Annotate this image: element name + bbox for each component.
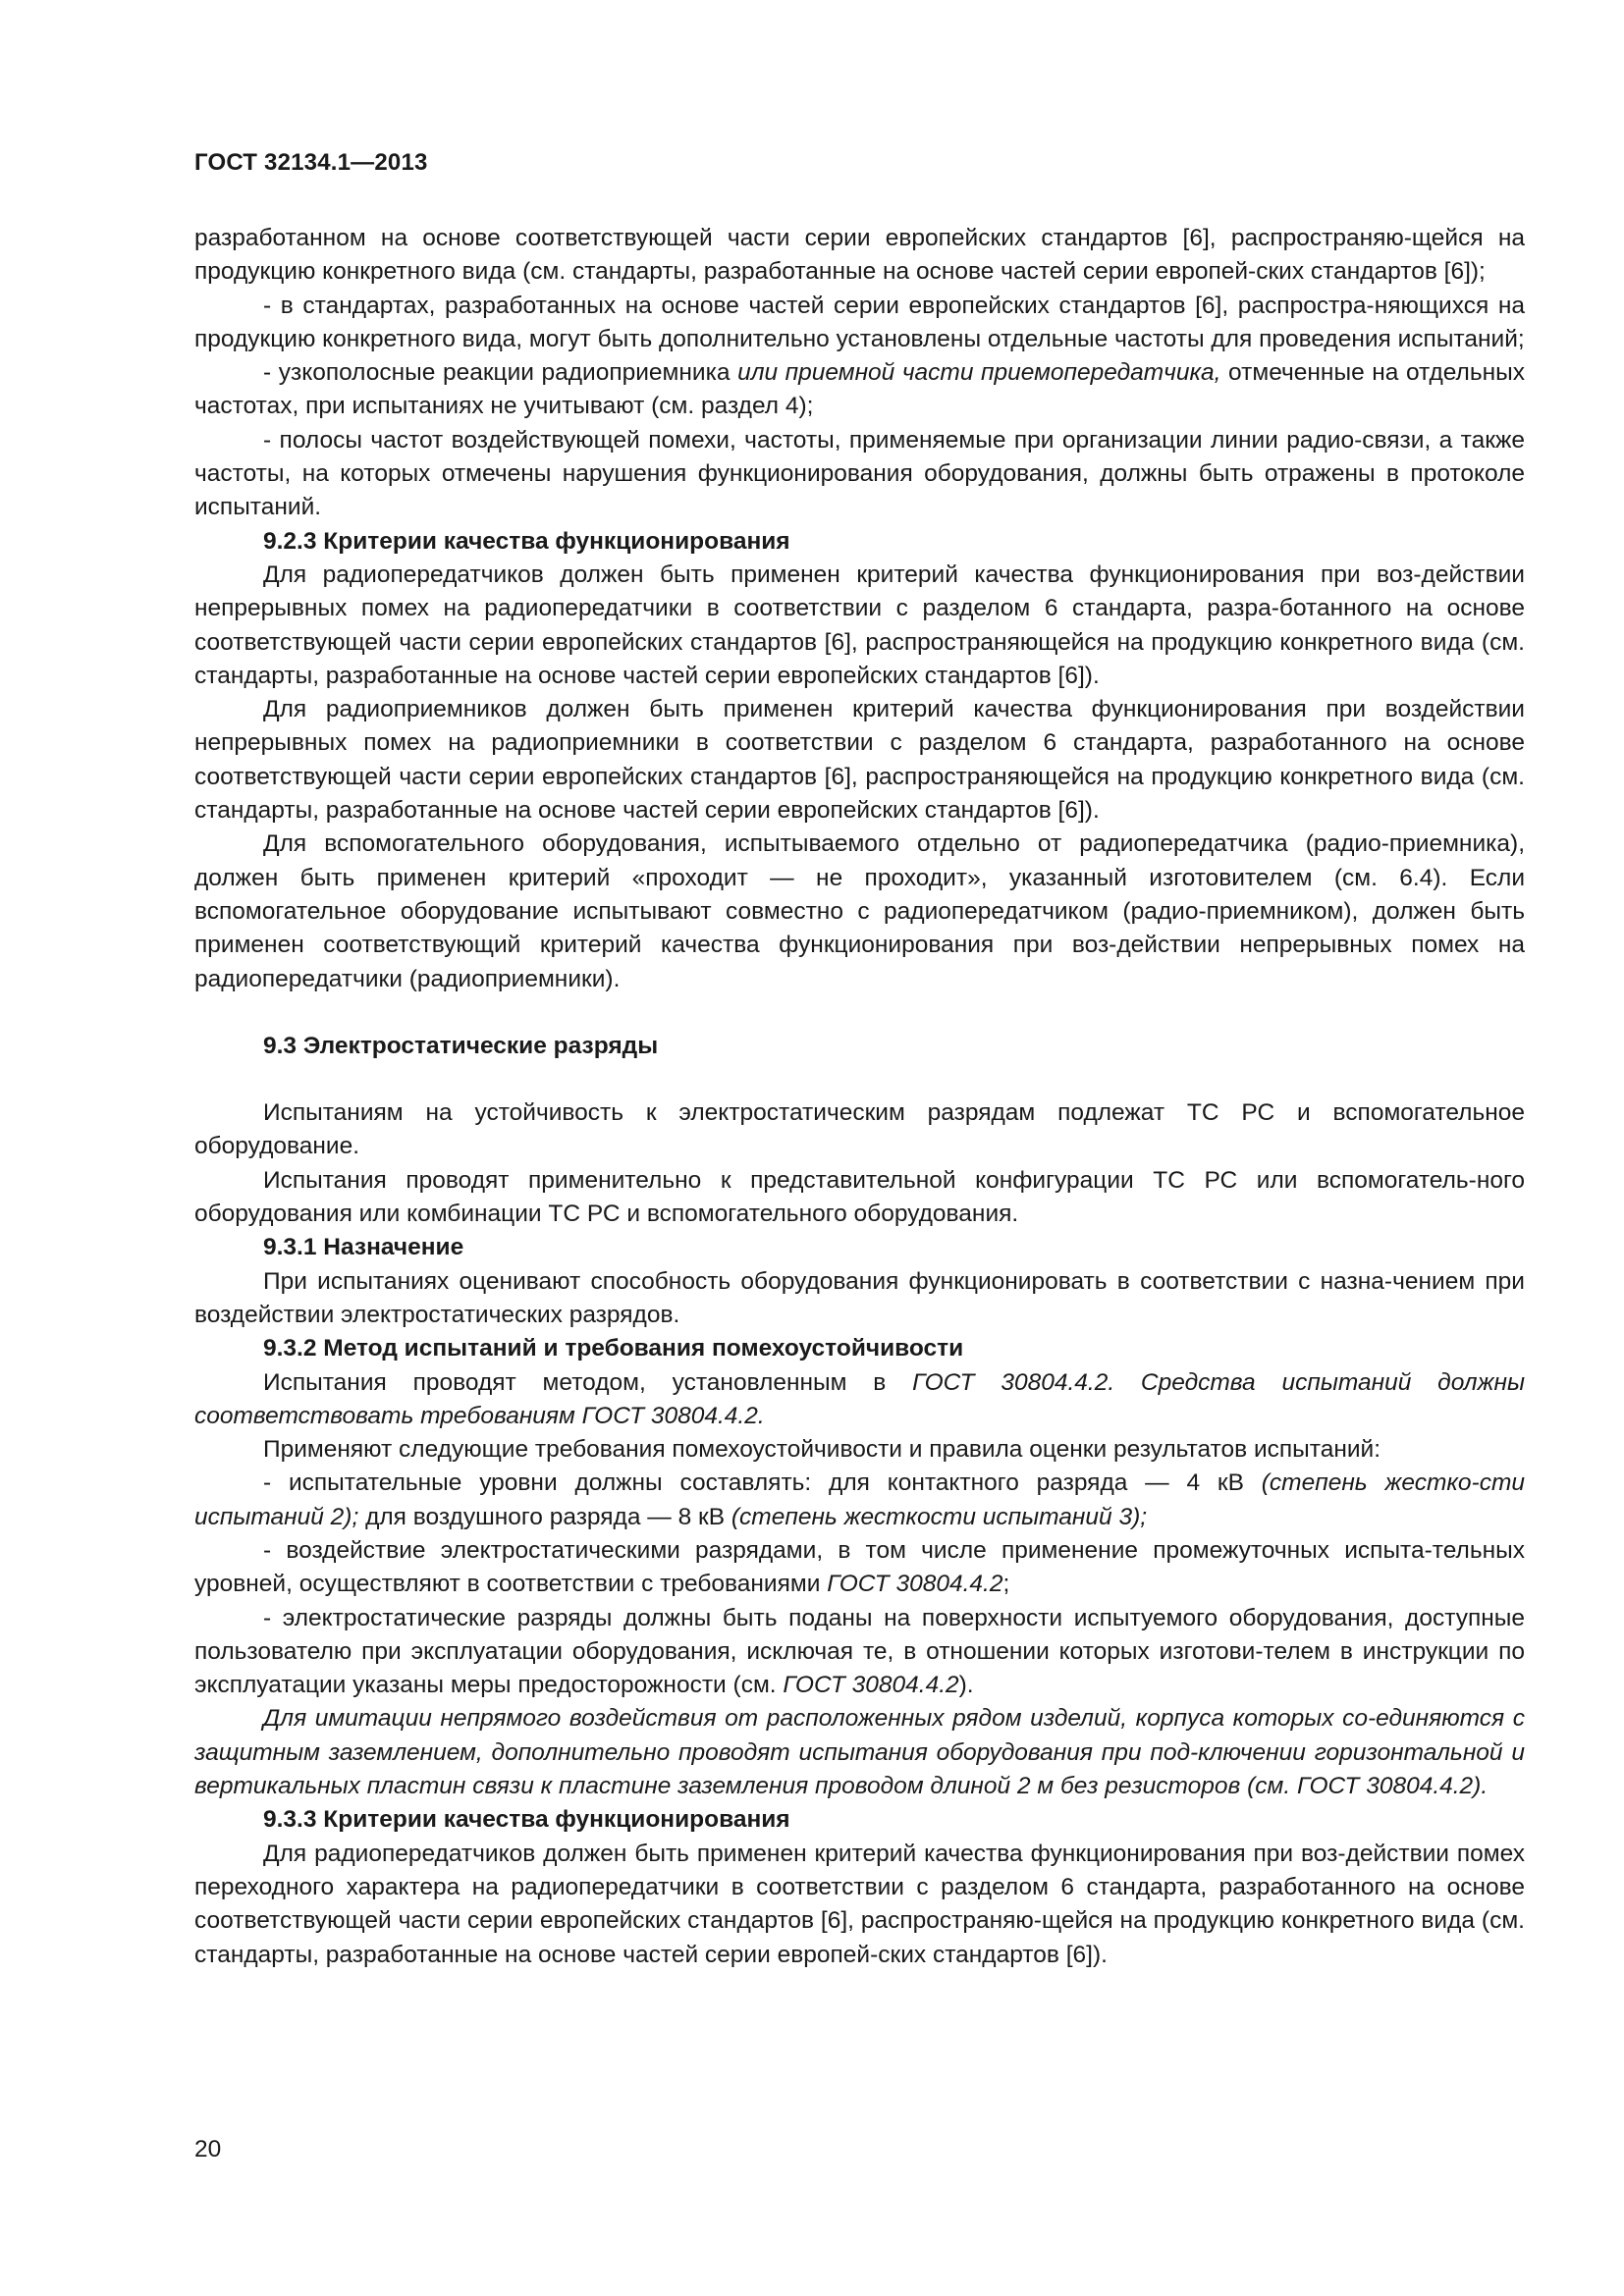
section-heading-9-2-3: 9.2.3 Критерии качества функционирования — [263, 527, 790, 555]
page-number: 20 — [194, 2136, 222, 2163]
document-header: ГОСТ 32134.1—2013 — [194, 149, 428, 176]
section-heading-9-3-2: 9.3.2 Метод испытаний и требования помехоустойчивости — [263, 1335, 964, 1362]
section-heading-9-3-1: 9.3.1 Назначение — [263, 1234, 464, 1261]
list-item: - в стандартах, разработанных на основе частей серии европейских стандартов [6], распростра-няющихся на продукцию конкретного вида, могут быть дополнительно установлены отдельные частоты для проведения испытаний; — [194, 292, 1525, 352]
paragraph: Применяют следующие требования помехоустойчивости и правила оценки результатов испытаний: — [263, 1436, 1381, 1464]
paragraph: Испытания проводят методом, установленным в ГОСТ 30804.4.2. Средства испытаний должны соответствовать требованиям ГОСТ 30804.4.2. — [194, 1368, 1525, 1429]
list-item: - узкополосные реакции радиоприемника или приемной части приемопередатчика, отмеченные на отдельных частотах, при испытаниях не учитывают (см. раздел 4); — [194, 359, 1526, 420]
list-item: - электростатические разряды должны быть поданы на поверхности испытуемого оборудования, доступные пользователю при эксплуатации оборудования, исключая те, в отношении которых изготови-телем в инструкции по эксплуатации указаны меры предосторожности (см. ГОСТ 30804.4.2). — [194, 1604, 1525, 1699]
paragraph: Для радиоприемников должен быть применен критерий качества функционирования при воздействии непрерывных помех на радиоприемники в соответствии с разделом 6 стандарта, разработанного на основе соответствующей части серии европейских стандартов [6], распространяющейся на продукцию конкретного вида (см. стандарты, разработанные на основе частей серии европейских стандартов [6]). — [194, 696, 1525, 825]
list-item: - воздействие электростатическими разрядами, в том числе применение промежуточных испыта-тельных уровней, осуществляют в соответствии с требованиями ГОСТ 30804.4.2; — [194, 1536, 1525, 1598]
paragraph: Испытаниям на устойчивость к электростатическим разрядам подлежат ТС РС и вспомогательное оборудование. — [194, 1099, 1525, 1160]
list-item: - испытательные уровни должны составлять: для контактного разряда — 4 кВ (степень жестко-сти испытаний 2); для воздушного разряда — 8 кВ (степень жесткости испытаний 3); — [194, 1469, 1525, 1530]
italic-paragraph: Для имитации непрямого воздействия от расположенных рядом изделий, корпуса которых со-единяются с защитным заземлением, дополнительно проводят испытания оборудования при под-ключении горизонтальной и вертикальных пластин связи к пластине заземления проводом длиной 2 м без резисторов (см. ГОСТ 30804.4.2). — [194, 1705, 1525, 1800]
section-heading-9-3: 9.3 Электростатические разряды — [263, 1032, 659, 1059]
list-item: - полосы частот воздействующей помехи, частоты, применяемые при организации линии радио-связи, а также частоты, на которых отмечены нарушения функционирования оборудования, должны быть отражены в протоколе испытаний. — [194, 426, 1525, 521]
paragraph: Для вспомогательного оборудования, испытываемого отдельно от радиопередатчика (радио-приемника), должен быть применен критерий «проходит — не проходит», указанный изготовителем (см. 6.4). Если вспомогательное оборудование испытывают совместно с радиопередатчиком (радио-приемником), должен быть применен соответствующий критерий качества функционирования при воз-действии непрерывных помех на радиопередатчики (радиоприемники). — [194, 830, 1525, 992]
paragraph: разработанном на основе соответствующей части серии европейских стандартов [6], распространяю-щейся на продукцию конкретного вида (см. стандарты, разработанные на основе частей серии европей-ских стандартов [6]); — [194, 225, 1525, 286]
paragraph: Для радиопередатчиков должен быть применен критерий качества функционирования при воз-действии непрерывных помех на радиопередатчики в соответствии с разделом 6 стандарта, разра-ботанного на основе соответствующей части серии европейских стандартов [6], распространяющейся на продукцию конкретного вида (см. стандарты, разработанные на основе частей серии европейских стандартов [6]). — [194, 561, 1525, 689]
paragraph: Для радиопередатчиков должен быть применен критерий качества функционирования при воз-действии помех переходного характера на радиопередатчики в соответствии с разделом 6 стандарта, разработанного на основе соответствующей части серии европейских стандартов [6], распространяю-щейся на продукцию конкретного вида (см. стандарты, разработанные на основе частей серии европей-ских стандартов [6]). — [194, 1840, 1525, 1968]
paragraph: Испытания проводят применительно к представительной конфигурации ТС РС или вспомогатель-ного оборудования или комбинации ТС РС и вспомогательного оборудования. — [194, 1166, 1525, 1228]
section-heading-9-3-3: 9.3.3 Критерии качества функционирования — [263, 1806, 790, 1834]
document-body — [194, 222, 1525, 1972]
paragraph: При испытаниях оценивают способность оборудования функционировать в соответствии с назна-чением при воздействии электростатических разрядов. — [194, 1267, 1525, 1328]
